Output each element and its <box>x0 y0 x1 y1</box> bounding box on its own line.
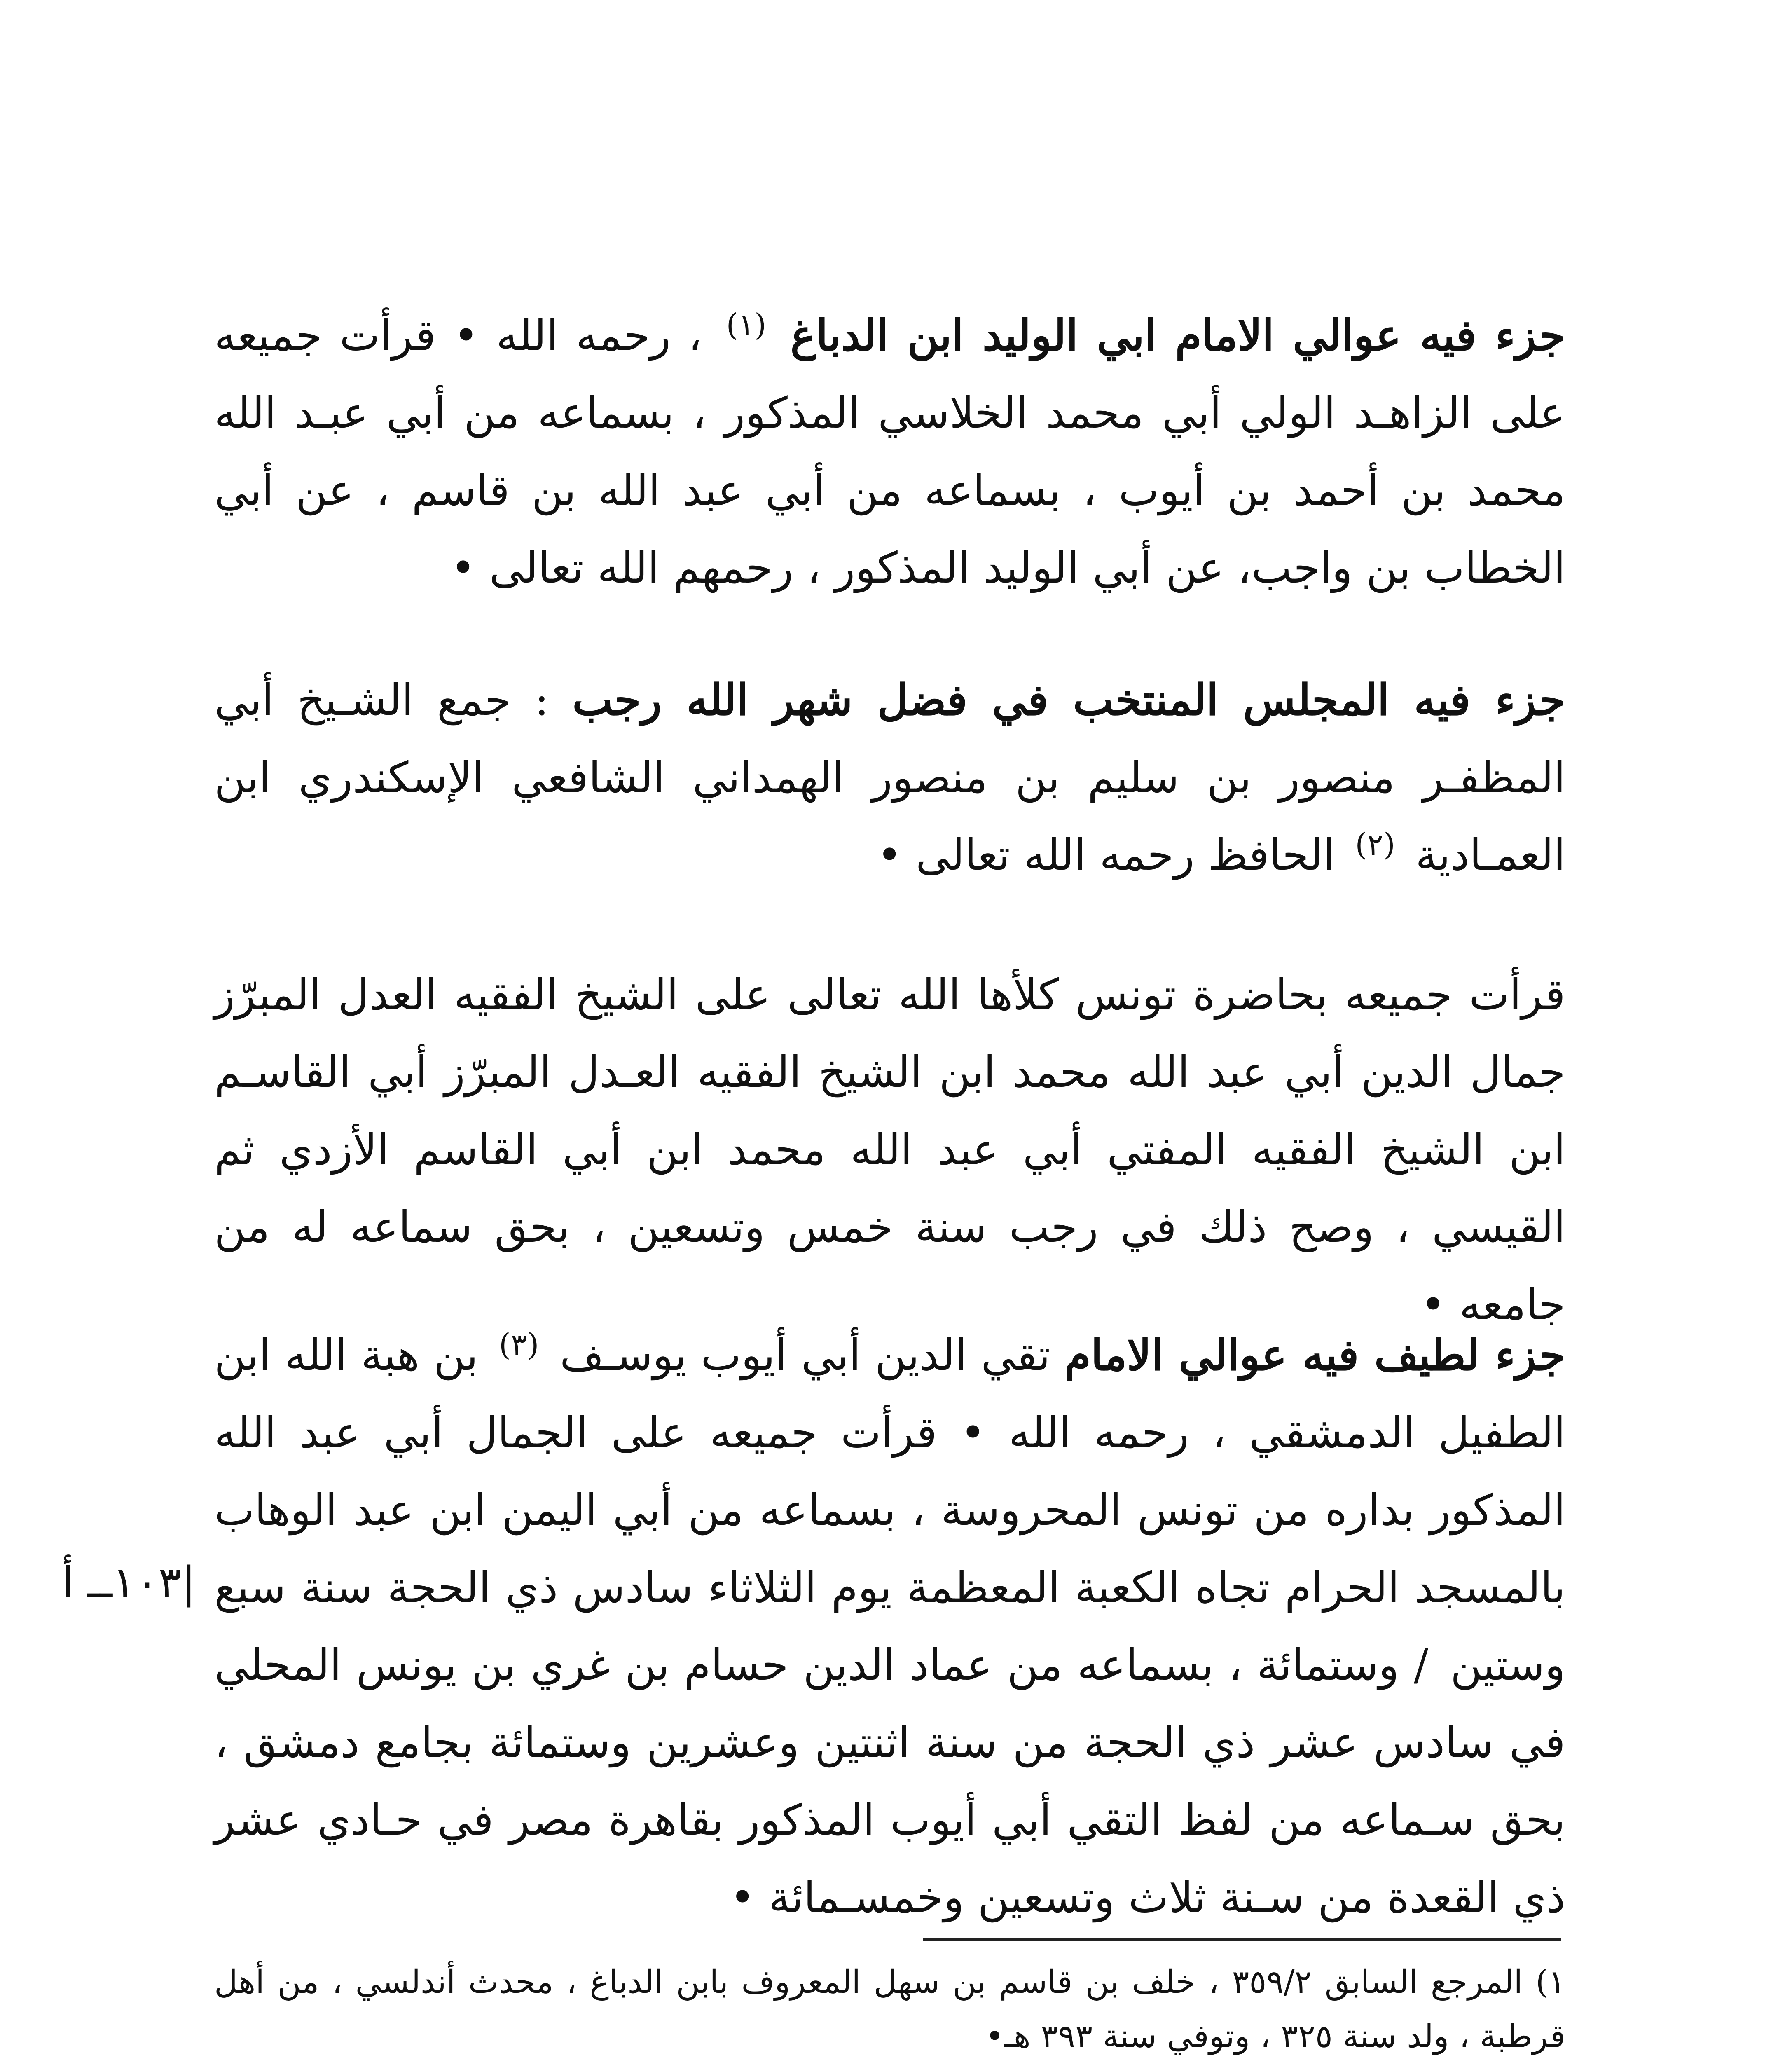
entry-text: قرأت جميعه بحاضرة تونس كلأها الله تعالى على الشيخ الفقيه العدل المبرّز جمال الدين أبي عبد الله محمد ابن الشيخ الفقيه العـدل المبرّز أبي القاسـم ابن الشيخ الفقيه المفتي أبي عبد الله محمد ابن أبي القاسم الأزدي ثم القيسي ، وصح ذلك في رجب سنة خمس وتسعين ، بحق سماعه له من جامعه • <box>214 969 1565 1330</box>
footnotes <box>214 1955 1565 2060</box>
entry-rajab-majlis <box>214 661 1565 894</box>
entry-ibn-al-dabbagh <box>214 297 1565 606</box>
entry-title: جزء لطيف فيه عوالي الامام <box>1064 1330 1566 1380</box>
footnote-divider <box>923 1938 1561 1941</box>
entry-text: : جمع الشـيخ أبي المظفـر منصور بن سليم بن منصور الهمداني الشافعي الإسكندري ابن العمـادية <box>214 675 1565 880</box>
entry-title: جزء فيه عوالي الامام ابي الوليد ابن الدباغ <box>790 310 1565 360</box>
folio-separator: / <box>1414 1640 1429 1690</box>
footnote-1: ١) المرجع السابق ٣٥٩/٢ ، خلف بن قاسم بن سهل المعروف بابن الدباغ ، محدث أندلسي ، من أهل قرطبة ، ولد سنة ٣٢٥ ، وتوفي سنة ٣٩٣ هـ• <box>214 1964 1565 2055</box>
entry-text: بن هبة الله ابن الطفيل الدمشقي ، رحمه الله • قرأت جميعه على الجمال أبي عبد الله المذكور بداره من تونس المحروسة ، بسماعه من أبي اليمن ابن عبد الوهاب بالمسجد الحرام تجاه الكعبة المعظمة يوم الثلاثاء سادس ذي الحجة سنة سبع وستين <box>214 1330 1566 1690</box>
footnote-ref: (١) <box>726 307 767 343</box>
entry-text: ، رحمه الله • قرأت جميعه على الزاهـد الولي أبي محمد الخلاسي المذكور ، بسماعه من أبي عبـد الله محمد بن أحمد بن أيوب ، بسماعه من أبي عبد الله بن قاسم ، عن أبي الخطاب بن واجب، عن أبي الوليد المذكور ، رحمهم الله تعالى • <box>214 310 1565 593</box>
entry-title: جزء فيه المجلس المنتخب في فضل شهر الله رجب <box>572 674 1565 725</box>
entry-text: تقي الدين أبي أيوب يوسـف <box>559 1330 1050 1380</box>
entry-text: الحافظ رحمه الله تعالى • <box>877 830 1335 880</box>
footnote-ref: (٢) <box>1355 827 1395 863</box>
footnote-ref: (٣) <box>499 1327 539 1363</box>
entry-text: وستمائة ، بسماعه من عماد الدين حسام بن غري بن يونس المحلي في سادس عشر ذي الحجة من سنة اثنتين وعشرين وستمائة بجامع دمشق ، بحق سـماعه من لفظ التقي أبي أيوب المذكور بقاهرة مصر في حـادي عشر ذي القعدة من سـنة ثلاث وتسعين وخمسـمائة • <box>214 1640 1565 1922</box>
folio-margin-mark: |١٠٣ــ أ <box>62 1557 196 1608</box>
entry-taqi-al-din <box>214 1316 1565 1936</box>
entry-tunis-reading <box>214 956 1565 1343</box>
